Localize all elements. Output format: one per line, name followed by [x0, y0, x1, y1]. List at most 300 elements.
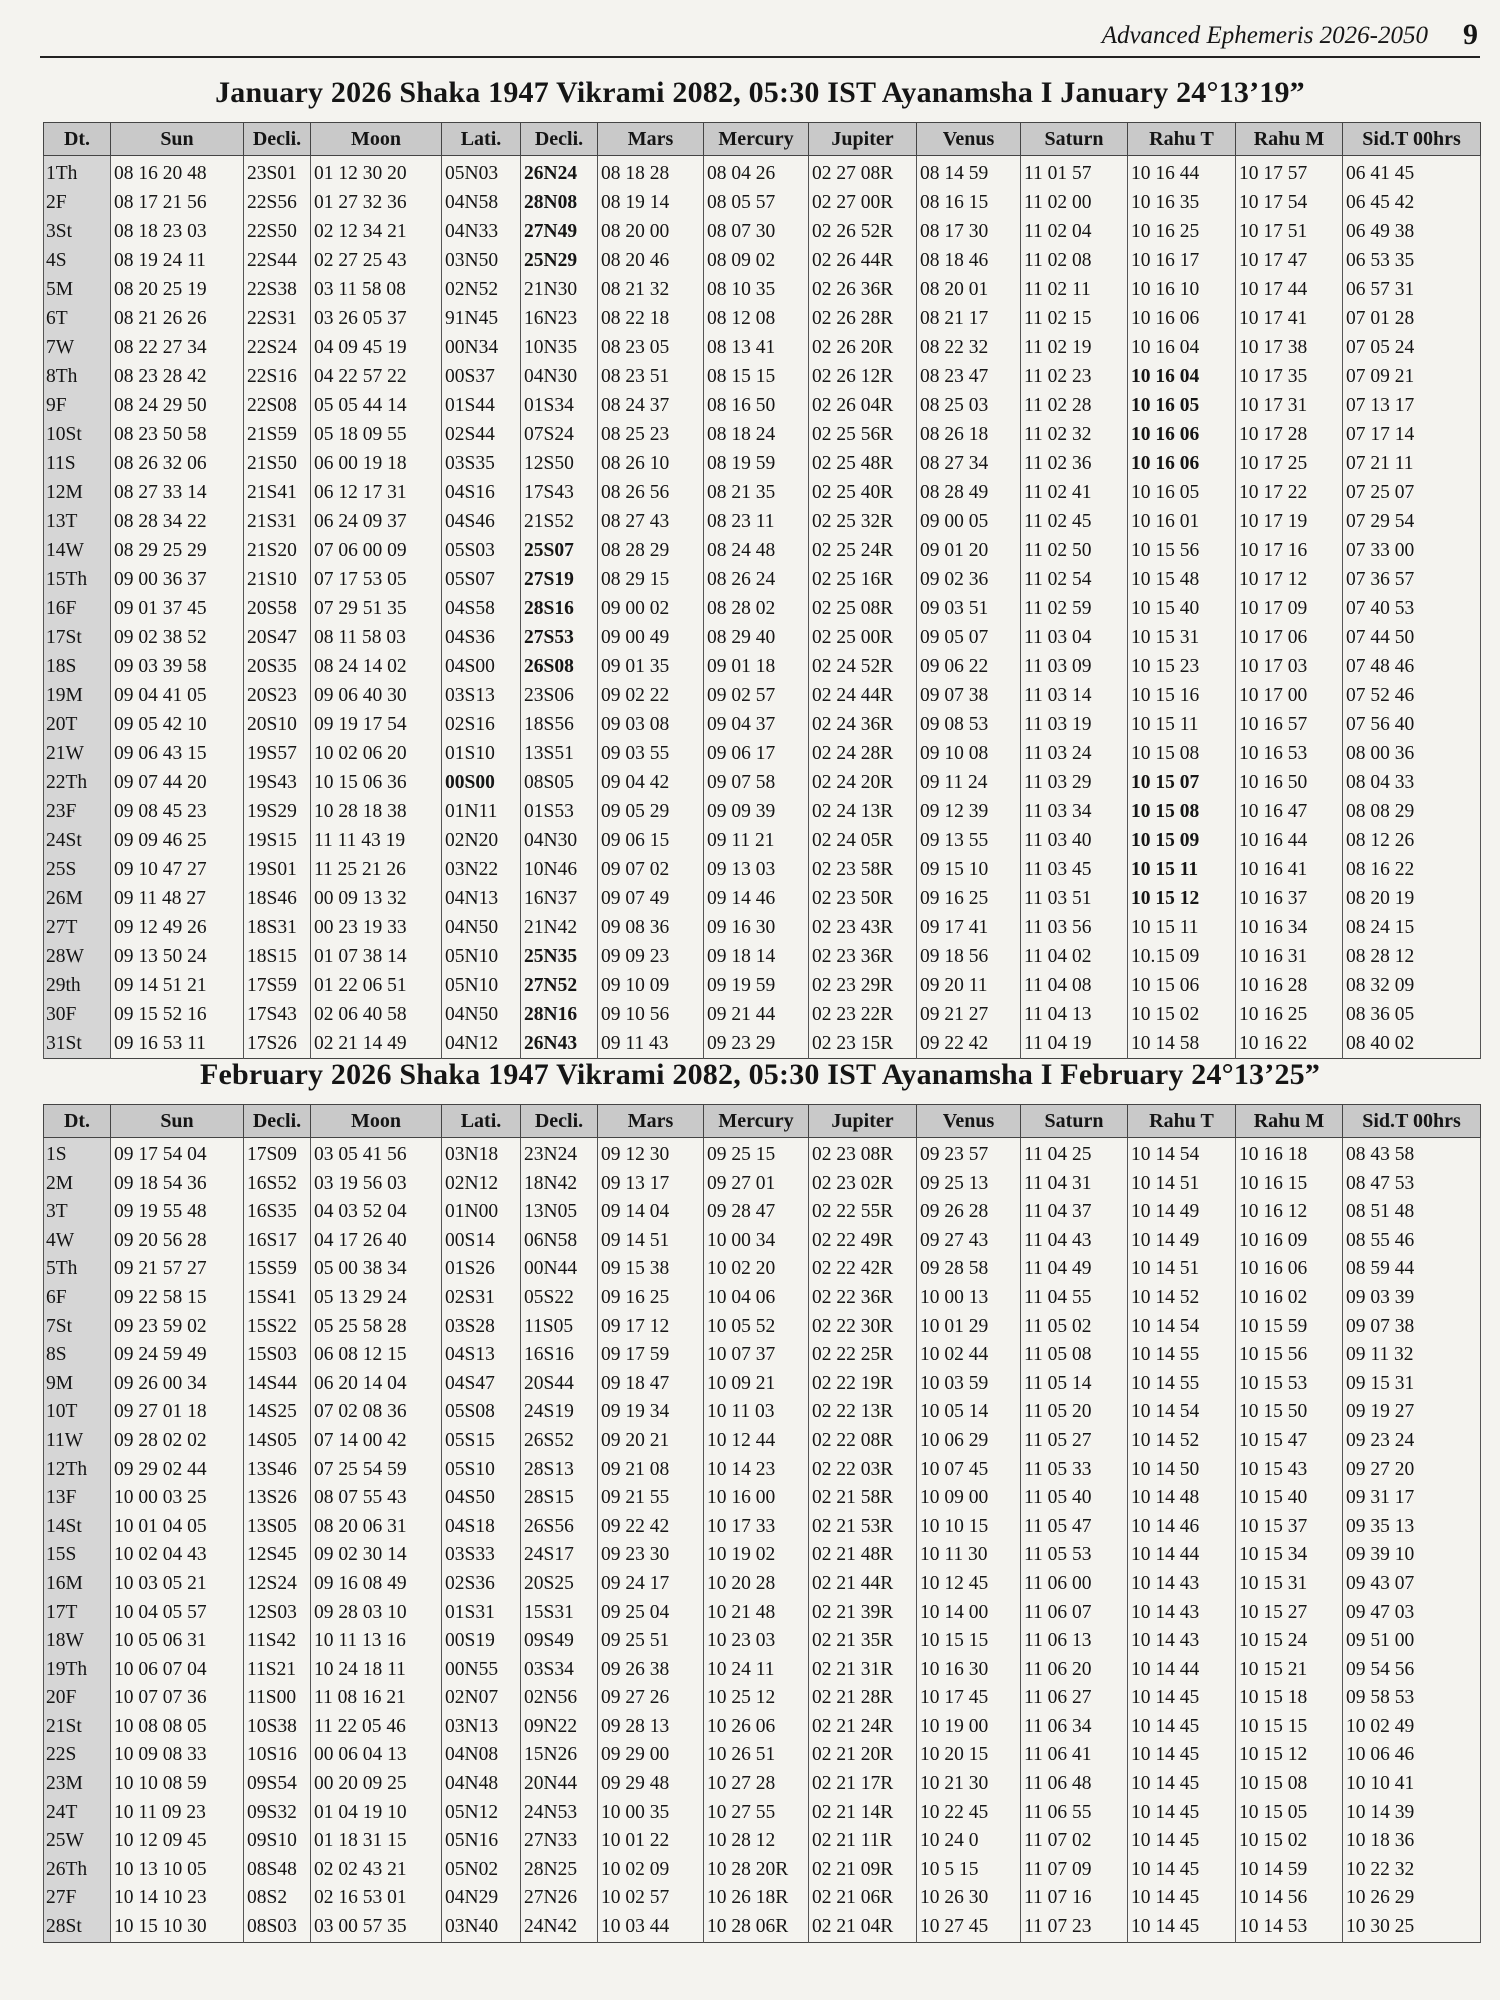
table-cell: 09 00 02 — [598, 594, 704, 623]
table-cell: 28N16 — [521, 1000, 598, 1029]
table-cell: 08 16 22 — [1343, 855, 1481, 884]
table-cell: 09 23 30 — [598, 1541, 704, 1570]
table-cell: 02 22 19R — [809, 1370, 917, 1399]
table-cell: 15S41 — [244, 1284, 311, 1313]
table-cell: 10N35 — [521, 333, 598, 362]
table-cell: 18S46 — [244, 884, 311, 913]
table-cell: 09 08 45 23 — [111, 797, 244, 826]
table-cell: 00 09 13 32 — [311, 884, 442, 913]
table-cell: 04N33 — [442, 217, 521, 246]
table-cell: 08 26 24 — [704, 565, 809, 594]
table-cell: 10 06 07 04 — [111, 1656, 244, 1685]
table-cell: 10 17 44 — [1236, 275, 1343, 304]
table-cell: 10 15 59 — [1236, 1313, 1343, 1342]
table-cell: 08 16 20 48 — [111, 156, 244, 189]
table-cell: 11 04 55 — [1021, 1284, 1128, 1313]
table-cell: 10 17 25 — [1236, 449, 1343, 478]
table-row — [44, 1284, 1481, 1313]
table-row — [44, 768, 1481, 797]
table-cell: 09 22 42 — [598, 1513, 704, 1542]
table-cell: 26S08 — [521, 652, 598, 681]
table-cell: 02 22 55R — [809, 1198, 917, 1227]
table-cell: 11 03 24 — [1021, 739, 1128, 768]
table-cell: 08 21 32 — [598, 275, 704, 304]
table-cell: 02 21 28R — [809, 1684, 917, 1713]
table-cell: 04S50 — [442, 1484, 521, 1513]
table-cell: 10 04 06 — [704, 1284, 809, 1313]
table-cell: 05S15 — [442, 1427, 521, 1456]
table-cell: 09 15 31 — [1343, 1370, 1481, 1399]
table-cell: 09 03 39 58 — [111, 652, 244, 681]
table-cell: 10 15 18 — [1236, 1684, 1343, 1713]
table-cell: 09 16 30 — [704, 913, 809, 942]
date-cell: 26Th — [44, 1856, 111, 1885]
table-cell: 08S05 — [521, 768, 598, 797]
table-cell: 05 25 58 28 — [311, 1313, 442, 1342]
date-cell: 22Th — [44, 768, 111, 797]
table-row — [44, 156, 1481, 189]
table-cell: 08 27 33 14 — [111, 478, 244, 507]
table-cell: 10 17 57 — [1236, 156, 1343, 189]
table-cell: 09 17 59 — [598, 1341, 704, 1370]
table-cell: 22S38 — [244, 275, 311, 304]
table-cell: 09 22 42 — [917, 1029, 1021, 1059]
table-cell: 08 04 26 — [704, 156, 809, 189]
table-cell: 22S16 — [244, 362, 311, 391]
table-cell: 09 23 57 — [917, 1138, 1021, 1170]
table-cell: 03 26 05 37 — [311, 304, 442, 333]
table-cell: 08 47 53 — [1343, 1170, 1481, 1199]
table-cell: 15S31 — [521, 1599, 598, 1628]
table-cell: 09 24 17 — [598, 1570, 704, 1599]
table-cell: 07 25 54 59 — [311, 1456, 442, 1485]
table-cell: 08 05 57 — [704, 188, 809, 217]
date-cell: 30F — [44, 1000, 111, 1029]
date-cell: 1S — [44, 1138, 111, 1170]
table-cell: 10 05 14 — [917, 1398, 1021, 1427]
table-cell: 09 19 27 — [1343, 1398, 1481, 1427]
table-cell: 09 01 20 — [917, 536, 1021, 565]
table-cell: 09 19 17 54 — [311, 710, 442, 739]
table-cell: 08 22 32 — [917, 333, 1021, 362]
date-cell: 24St — [44, 826, 111, 855]
date-cell: 8S — [44, 1341, 111, 1370]
table-cell: 08 28 12 — [1343, 942, 1481, 971]
table-cell: 10 11 30 — [917, 1541, 1021, 1570]
table-cell: 10 28 20R — [704, 1856, 809, 1885]
table-cell: 09 27 26 — [598, 1684, 704, 1713]
table-row — [44, 1770, 1481, 1799]
table-cell: 02 06 40 58 — [311, 1000, 442, 1029]
table-cell: 10 23 03 — [704, 1627, 809, 1656]
table-cell: 04S16 — [442, 478, 521, 507]
table-cell: 09 23 29 — [704, 1029, 809, 1059]
table-cell: 11 05 20 — [1021, 1398, 1128, 1427]
table-cell: 02 26 04R — [809, 391, 917, 420]
table-cell: 10 09 21 — [704, 1370, 809, 1399]
table-cell: 02 23 58R — [809, 855, 917, 884]
table-cell: 26S52 — [521, 1427, 598, 1456]
table-cell: 09 18 54 36 — [111, 1170, 244, 1199]
table-cell: 11 05 53 — [1021, 1541, 1128, 1570]
table-cell: 18N42 — [521, 1170, 598, 1199]
table-row — [44, 1370, 1481, 1399]
table-cell: 21S50 — [244, 449, 311, 478]
table-cell: 11S00 — [244, 1684, 311, 1713]
table-cell: 09 03 51 — [917, 594, 1021, 623]
table-header-row — [44, 1105, 1481, 1138]
table-cell: 08 29 25 29 — [111, 536, 244, 565]
table-cell: 10 15 12 — [1236, 1741, 1343, 1770]
table-row — [44, 391, 1481, 420]
table-cell: 09 16 53 11 — [111, 1029, 244, 1059]
table-row — [44, 246, 1481, 275]
table-cell: 10 09 08 33 — [111, 1741, 244, 1770]
table-cell: 11 02 54 — [1021, 565, 1128, 594]
table-cell: 08 11 58 03 — [311, 623, 442, 652]
table-cell: 09 07 38 — [1343, 1313, 1481, 1342]
table-cell: 02 26 44R — [809, 246, 917, 275]
table-row — [44, 1570, 1481, 1599]
table-cell: 10 16 10 — [1128, 275, 1236, 304]
table-cell: 09 14 46 — [704, 884, 809, 913]
table-cell: 10 14 49 — [1128, 1198, 1236, 1227]
table-cell: 22S56 — [244, 188, 311, 217]
table-cell: 09 26 00 34 — [111, 1370, 244, 1399]
table-cell: 19S01 — [244, 855, 311, 884]
table-cell: 08 26 56 — [598, 478, 704, 507]
table-cell: 10 15 56 — [1236, 1341, 1343, 1370]
table-cell: 10 30 25 — [1343, 1913, 1481, 1942]
table-cell: 10 14 45 — [1128, 1713, 1236, 1742]
table-cell: 11 05 33 — [1021, 1456, 1128, 1485]
table-cell: 09 13 03 — [704, 855, 809, 884]
table-cell: 07 33 00 — [1343, 536, 1481, 565]
table-cell: 17S09 — [244, 1138, 311, 1170]
table-cell: 03N13 — [442, 1713, 521, 1742]
table-cell: 03S28 — [442, 1313, 521, 1342]
table-cell: 24N53 — [521, 1799, 598, 1828]
table-cell: 08 19 24 11 — [111, 246, 244, 275]
table-cell: 08 51 48 — [1343, 1198, 1481, 1227]
table-cell: 09 29 02 44 — [111, 1456, 244, 1485]
table-cell: 02 26 52R — [809, 217, 917, 246]
table-cell: 04 09 45 19 — [311, 333, 442, 362]
table-cell: 09 27 20 — [1343, 1456, 1481, 1485]
table-cell: 09 31 17 — [1343, 1484, 1481, 1513]
table-row — [44, 1656, 1481, 1685]
table-cell: 04N50 — [442, 913, 521, 942]
table-cell: 10 15 11 — [1128, 913, 1236, 942]
column-header: Rahu M — [1236, 123, 1343, 156]
table-cell: 02 24 28R — [809, 739, 917, 768]
table-cell: 11 04 02 — [1021, 942, 1128, 971]
table-cell: 09 11 43 — [598, 1029, 704, 1059]
table-cell: 10 20 15 — [917, 1741, 1021, 1770]
table-row — [44, 420, 1481, 449]
table-cell: 27N52 — [521, 971, 598, 1000]
table-cell: 10 15 43 — [1236, 1456, 1343, 1485]
date-cell: 13T — [44, 507, 111, 536]
table-cell: 02 26 28R — [809, 304, 917, 333]
table-cell: 08 16 15 — [917, 188, 1021, 217]
date-cell: 19Th — [44, 1656, 111, 1685]
table-cell: 27N49 — [521, 217, 598, 246]
table-cell: 02 25 56R — [809, 420, 917, 449]
table-cell: 25S07 — [521, 536, 598, 565]
table-cell: 09 06 15 — [598, 826, 704, 855]
table-cell: 09 10 47 27 — [111, 855, 244, 884]
table-cell: 08 59 44 — [1343, 1255, 1481, 1284]
column-header: Decli. — [244, 1105, 311, 1138]
january-title: January 2026 Shaka 1947 Vikrami 2082, 05:30 IST Ayanamsha I January 24°13’19” — [215, 76, 1305, 109]
table-cell: 10 04 05 57 — [111, 1599, 244, 1628]
table-cell: 11 07 23 — [1021, 1913, 1128, 1942]
table-cell: 03N40 — [442, 1913, 521, 1942]
table-cell: 10 27 55 — [704, 1799, 809, 1828]
table-cell: 08 23 11 — [704, 507, 809, 536]
date-cell: 20T — [44, 710, 111, 739]
table-cell: 05 05 44 14 — [311, 391, 442, 420]
table-cell: 02 21 35R — [809, 1627, 917, 1656]
date-cell: 25S — [44, 855, 111, 884]
table-cell: 20S58 — [244, 594, 311, 623]
table-cell: 02N12 — [442, 1170, 521, 1199]
table-cell: 11 03 29 — [1021, 768, 1128, 797]
table-cell: 09 21 27 — [917, 1000, 1021, 1029]
table-cell: 11 25 21 26 — [311, 855, 442, 884]
table-cell: 24N42 — [521, 1913, 598, 1942]
table-cell: 09 08 53 — [917, 710, 1021, 739]
table-cell: 10 14 59 — [1236, 1856, 1343, 1885]
table-cell: 11 02 08 — [1021, 246, 1128, 275]
table-cell: 22S44 — [244, 246, 311, 275]
table-cell: 00S00 — [442, 768, 521, 797]
table-cell: 02 23 43R — [809, 913, 917, 942]
table-cell: 08 43 58 — [1343, 1138, 1481, 1170]
table-cell: 01 18 31 15 — [311, 1827, 442, 1856]
table-cell: 11 04 37 — [1021, 1198, 1128, 1227]
table-cell: 10 14 54 — [1128, 1313, 1236, 1342]
table-cell: 10 15 10 30 — [111, 1913, 244, 1942]
table-row — [44, 681, 1481, 710]
column-header: Sid.T 00hrs — [1343, 1105, 1481, 1138]
table-cell: 10 14 45 — [1128, 1684, 1236, 1713]
table-cell: 09 04 41 05 — [111, 681, 244, 710]
table-cell: 08 23 05 — [598, 333, 704, 362]
table-cell: 10 19 02 — [704, 1541, 809, 1570]
table-cell: 10 26 30 — [917, 1884, 1021, 1913]
table-cell: 04S36 — [442, 623, 521, 652]
table-row — [44, 1541, 1481, 1570]
table-cell: 11 06 55 — [1021, 1799, 1128, 1828]
table-row — [44, 1484, 1481, 1513]
table-cell: 06 45 42 — [1343, 188, 1481, 217]
table-row — [44, 1313, 1481, 1342]
table-cell: 06 53 35 — [1343, 246, 1481, 275]
table-cell: 10 14 46 — [1128, 1513, 1236, 1542]
table-cell: 04N58 — [442, 188, 521, 217]
table-cell: 10 15 53 — [1236, 1370, 1343, 1399]
table-cell: 10 16 57 — [1236, 710, 1343, 739]
table-cell: 08 20 19 — [1343, 884, 1481, 913]
table-cell: 03N50 — [442, 246, 521, 275]
table-cell: 28S15 — [521, 1484, 598, 1513]
table-cell: 10 28 12 — [704, 1827, 809, 1856]
table-cell: 08 19 59 — [704, 449, 809, 478]
table-cell: 03 00 57 35 — [311, 1913, 442, 1942]
table-cell: 08 20 25 19 — [111, 275, 244, 304]
date-cell: 8Th — [44, 362, 111, 391]
table-cell: 10 24 18 11 — [311, 1656, 442, 1685]
table-row — [44, 1856, 1481, 1885]
table-cell: 02N07 — [442, 1684, 521, 1713]
table-cell: 05S03 — [442, 536, 521, 565]
table-cell: 09 15 38 — [598, 1255, 704, 1284]
table-cell: 02 22 03R — [809, 1456, 917, 1485]
table-cell: 05N12 — [442, 1799, 521, 1828]
table-row — [44, 942, 1481, 971]
table-cell: 10 22 32 — [1343, 1856, 1481, 1885]
table-cell: 10 16 34 — [1236, 913, 1343, 942]
table-cell: 07 40 53 — [1343, 594, 1481, 623]
table-row — [44, 1398, 1481, 1427]
date-cell: 15S — [44, 1541, 111, 1570]
date-cell: 24T — [44, 1799, 111, 1828]
table-row — [44, 304, 1481, 333]
table-cell: 09 12 30 — [598, 1138, 704, 1170]
table-cell: 01S31 — [442, 1599, 521, 1628]
table-row — [44, 1138, 1481, 1170]
table-cell: 09 00 49 — [598, 623, 704, 652]
table-cell: 10 14 50 — [1128, 1456, 1236, 1485]
column-header: Mars — [598, 1105, 704, 1138]
table-cell: 27S53 — [521, 623, 598, 652]
table-cell: 08 21 17 — [917, 304, 1021, 333]
date-cell: 11S — [44, 449, 111, 478]
table-cell: 08 17 30 — [917, 217, 1021, 246]
date-cell: 9F — [44, 391, 111, 420]
table-row — [44, 1799, 1481, 1828]
table-cell: 05S10 — [442, 1456, 521, 1485]
table-cell: 10 14 44 — [1128, 1656, 1236, 1685]
table-cell: 08 24 37 — [598, 391, 704, 420]
table-cell: 10 01 22 — [598, 1827, 704, 1856]
table-cell: 08 14 59 — [917, 156, 1021, 189]
table-row — [44, 1456, 1481, 1485]
table-cell: 10 14 55 — [1128, 1370, 1236, 1399]
table-cell: 16S52 — [244, 1170, 311, 1199]
table-cell: 02N56 — [521, 1684, 598, 1713]
table-cell: 19S15 — [244, 826, 311, 855]
table-cell: 11 03 40 — [1021, 826, 1128, 855]
table-header-row — [44, 123, 1481, 156]
table-cell: 11 05 40 — [1021, 1484, 1128, 1513]
table-cell: 02 21 14R — [809, 1799, 917, 1828]
table-cell: 10 16 06 — [1128, 304, 1236, 333]
table-cell: 91N45 — [442, 304, 521, 333]
table-cell: 09 24 59 49 — [111, 1341, 244, 1370]
table-cell: 09 02 57 — [704, 681, 809, 710]
table-cell: 02 24 44R — [809, 681, 917, 710]
table-cell: 08 27 34 — [917, 449, 1021, 478]
table-cell: 10 20 28 — [704, 1570, 809, 1599]
table-cell: 07 21 11 — [1343, 449, 1481, 478]
table-cell: 10 16 31 — [1236, 942, 1343, 971]
table-cell: 10 16 02 — [1236, 1284, 1343, 1313]
table-cell: 07 25 07 — [1343, 478, 1481, 507]
table-cell: 09 10 56 — [598, 1000, 704, 1029]
table-cell: 08 20 00 — [598, 217, 704, 246]
table-cell: 07 09 21 — [1343, 362, 1481, 391]
table-cell: 10 18 36 — [1343, 1827, 1481, 1856]
table-cell: 10 16 25 — [1236, 1000, 1343, 1029]
table-cell: 09 22 58 15 — [111, 1284, 244, 1313]
table-row — [44, 855, 1481, 884]
table-cell: 08 21 26 26 — [111, 304, 244, 333]
table-cell: 10 11 09 23 — [111, 1799, 244, 1828]
table-cell: 11 04 43 — [1021, 1227, 1128, 1256]
table-cell: 11 05 14 — [1021, 1370, 1128, 1399]
table-cell: 09 25 13 — [917, 1170, 1021, 1199]
date-cell: 17T — [44, 1599, 111, 1628]
table-cell: 10 5 15 — [917, 1856, 1021, 1885]
table-cell: 11 05 27 — [1021, 1427, 1128, 1456]
table-cell: 10 14 45 — [1128, 1827, 1236, 1856]
table-cell: 09 28 03 10 — [311, 1599, 442, 1628]
table-cell: 10 16 22 — [1236, 1029, 1343, 1059]
table-cell: 11 02 00 — [1021, 188, 1128, 217]
table-cell: 02 21 44R — [809, 1570, 917, 1599]
table-cell: 11 07 09 — [1021, 1856, 1128, 1885]
table-cell: 02N20 — [442, 826, 521, 855]
column-header: Sun — [111, 123, 244, 156]
table-cell: 02S36 — [442, 1570, 521, 1599]
table-cell: 05N10 — [442, 942, 521, 971]
table-cell: 02 21 24R — [809, 1713, 917, 1742]
table-cell: 09 08 36 — [598, 913, 704, 942]
table-cell: 11 02 04 — [1021, 217, 1128, 246]
table-cell: 10 15 05 — [1236, 1799, 1343, 1828]
table-cell: 06 08 12 15 — [311, 1341, 442, 1370]
table-row — [44, 739, 1481, 768]
date-cell: 12Th — [44, 1456, 111, 1485]
table-cell: 11 02 45 — [1021, 507, 1128, 536]
table-cell: 07 13 17 — [1343, 391, 1481, 420]
table-cell: 10 26 18R — [704, 1884, 809, 1913]
table-cell: 10 17 28 — [1236, 420, 1343, 449]
table-cell: 08 07 55 43 — [311, 1484, 442, 1513]
table-row — [44, 1198, 1481, 1227]
table-cell: 08 18 28 — [598, 156, 704, 189]
table-cell: 09 29 00 — [598, 1741, 704, 1770]
table-cell: 09 06 22 — [917, 652, 1021, 681]
table-cell: 05 13 29 24 — [311, 1284, 442, 1313]
table-cell: 10 15 02 — [1128, 1000, 1236, 1029]
table-cell: 14S44 — [244, 1370, 311, 1399]
table-cell: 10 15 40 — [1236, 1484, 1343, 1513]
table-cell: 11 05 47 — [1021, 1513, 1128, 1542]
table-cell: 10 15 27 — [1236, 1599, 1343, 1628]
table-cell: 09 05 42 10 — [111, 710, 244, 739]
date-cell: 28W — [44, 942, 111, 971]
table-cell: 10 16 50 — [1236, 768, 1343, 797]
table-cell: 08 17 21 56 — [111, 188, 244, 217]
table-cell: 09 39 10 — [1343, 1541, 1481, 1570]
table-cell: 14S05 — [244, 1427, 311, 1456]
table-cell: 26S56 — [521, 1513, 598, 1542]
table-row — [44, 1170, 1481, 1199]
